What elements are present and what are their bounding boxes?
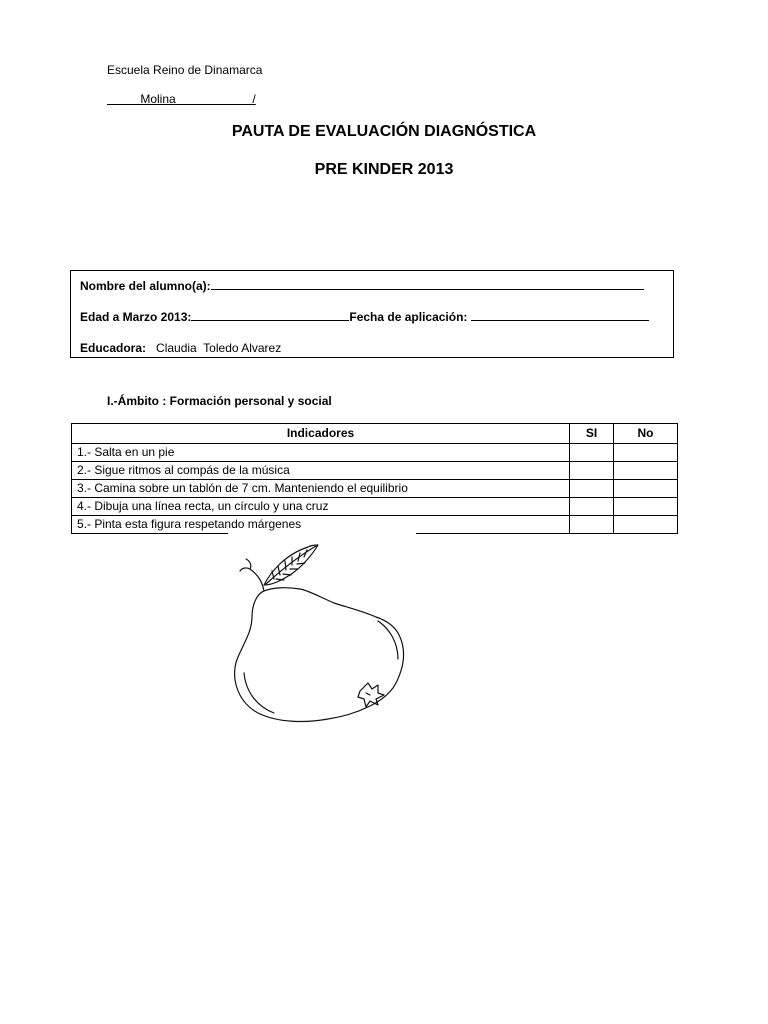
city-line	[107, 92, 256, 106]
student-info-box	[70, 270, 674, 358]
page-subtitle: PRE KINDER 2013	[314, 161, 454, 178]
indicator-text: 5.- Pinta esta figura respetando márgenes	[77, 517, 302, 531]
table-row	[72, 480, 678, 498]
indicator-text: 3.- Camina sobre un tablón de 7 cm. Manteniendo el equilibrio	[72, 480, 570, 498]
age-field[interactable]	[191, 309, 349, 321]
page-title: PAUTA DE EVALUACIÓN DIAGNÓSTICA	[231, 123, 537, 140]
teacher-label: Educadora:	[80, 341, 147, 355]
table-row	[72, 498, 678, 516]
teacher-line	[80, 341, 281, 355]
no-cell[interactable]	[614, 516, 678, 534]
header-no: No	[614, 424, 678, 444]
indicator-text: 4.- Dibuja una línea recta, un círculo y una cruz	[72, 498, 570, 516]
no-cell[interactable]	[614, 444, 678, 462]
student-name-label: Nombre del alumno(a):	[80, 279, 211, 293]
pear-icon	[228, 533, 416, 723]
si-cell[interactable]	[570, 516, 614, 534]
age-label: Edad a Marzo 2013:	[80, 310, 192, 324]
si-cell[interactable]	[570, 444, 614, 462]
indicator-cell-with-figure	[72, 516, 570, 534]
no-cell[interactable]	[614, 462, 678, 480]
student-name-field[interactable]	[211, 278, 644, 290]
date-field[interactable]	[471, 309, 649, 321]
indicator-text: 2.- Sigue ritmos al compás de la música	[72, 462, 570, 480]
table-header-row	[72, 424, 678, 444]
section-heading: I.-Ámbito : Formación personal y social	[107, 394, 332, 408]
date-label: Fecha de aplicación:	[349, 310, 468, 324]
student-name-line	[80, 278, 644, 293]
school-name: Escuela Reino de Dinamarca	[107, 63, 263, 77]
si-cell[interactable]	[570, 480, 614, 498]
no-cell[interactable]	[614, 480, 678, 498]
city-name: Molina /	[140, 92, 256, 106]
table-row	[72, 516, 678, 534]
indicators-table	[71, 423, 678, 534]
table-row	[72, 444, 678, 462]
header-indicadores: Indicadores	[72, 424, 570, 444]
age-date-line	[80, 309, 649, 324]
header-si: SI	[570, 424, 614, 444]
si-cell[interactable]	[570, 498, 614, 516]
teacher-name: Claudia Toledo Alvarez	[156, 341, 282, 355]
indicator-text: 1.- Salta en un pie	[72, 444, 570, 462]
no-cell[interactable]	[614, 498, 678, 516]
si-cell[interactable]	[570, 462, 614, 480]
table-row	[72, 462, 678, 480]
